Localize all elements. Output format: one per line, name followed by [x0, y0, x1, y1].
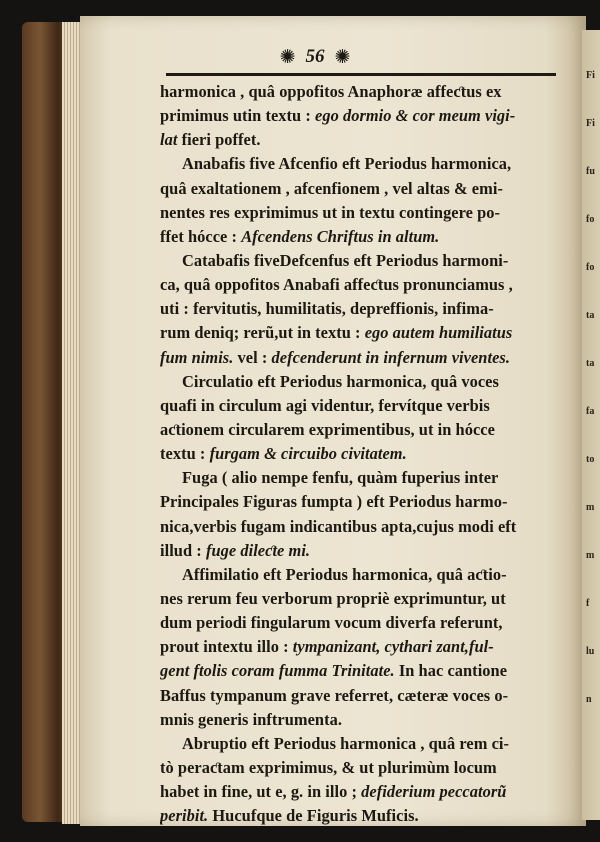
text-segment: quafi in circulum agi videntur, fervítque verbis — [160, 395, 490, 415]
text-line — [160, 225, 558, 249]
text-line — [160, 297, 558, 321]
text-line — [160, 708, 558, 732]
italic-quotation: defiderium peccatorũ — [361, 782, 507, 802]
facing-page-fragment: ta — [586, 358, 595, 369]
facing-page-fragment: fo — [586, 262, 595, 273]
facing-page-fragment: fa — [586, 406, 595, 417]
text-segment: harmonica , quâ oppofitos Anaphoræ affeƈtus ex — [160, 82, 502, 101]
facing-page-fragment: ta — [586, 310, 595, 321]
facing-page-fragment: n — [586, 694, 592, 705]
text-line — [160, 177, 558, 201]
text-segment: dum periodi fingularum vocum diverfa referunt, — [160, 613, 503, 633]
text-line — [160, 370, 558, 394]
text-segment: quâ exaltationem , afcenfionem , vel altas & emi- — [160, 178, 503, 198]
italic-quotation: peribit. — [160, 806, 209, 826]
facing-page-fragment: to — [586, 454, 595, 465]
italic-quotation: ego dormio & cor meum vigi- — [315, 106, 516, 126]
text-segment: illud : — [160, 540, 206, 560]
text-line — [160, 152, 558, 176]
text-line — [160, 80, 558, 104]
text-segment: rum deniq; rerũ,ut in textu : — [160, 323, 365, 343]
text-line — [160, 539, 558, 563]
text-line — [160, 587, 558, 611]
italic-quotation: Afcendens Chriftus in altum. — [241, 226, 440, 246]
text-line — [160, 466, 558, 490]
facing-page-fragment: fo — [586, 214, 595, 225]
italic-quotation: lat — [160, 130, 178, 150]
text-segment: primimus utin textu : — [160, 106, 315, 126]
facing-page-fragment: m — [586, 502, 595, 513]
text-segment: habet in fine, ut e, g. in illo ; — [160, 782, 362, 802]
text-line — [160, 201, 558, 225]
text-line — [160, 321, 558, 345]
ornament-left-icon: ✺ — [279, 46, 296, 68]
text-segment: Baffus tympanum grave referret, cæteræ voces o- — [160, 685, 509, 705]
text-line — [160, 273, 558, 297]
text-segment: Anabafis five Afcenfio eft Periodus harmonica, — [182, 154, 512, 174]
text-segment: Affimilatio eft Periodus harmonica, quâ aƈtio- — [182, 564, 507, 584]
text-line — [160, 128, 558, 152]
facing-page-edge — [582, 30, 600, 820]
page-edges — [62, 22, 82, 824]
text-segment: uti : fervitutis, humilitatis, depreffionis, infima- — [160, 299, 494, 319]
text-line — [160, 490, 558, 514]
page-header — [230, 46, 400, 68]
text-line — [160, 394, 558, 418]
text-segment: mnis generis inftrumenta. — [160, 709, 342, 729]
text-segment: Circulatio eft Periodus harmonica, quâ voces — [182, 371, 499, 391]
facing-page-fragment: Fi — [586, 70, 595, 81]
text-segment: aƈtionem circularem exprimentibus, ut in hócce — [160, 419, 495, 439]
text-line — [160, 732, 558, 756]
text-segment: vel : — [233, 347, 272, 367]
header-rule — [166, 73, 556, 76]
text-line — [160, 442, 558, 466]
facing-page-fragment: lu — [586, 646, 595, 657]
text-line — [160, 611, 558, 635]
text-segment: Fuga ( alio nempe fenfu, quàm fuperius inter — [182, 468, 499, 488]
text-segment: In hac cantione — [394, 661, 508, 681]
text-segment: fieri poffet. — [177, 130, 261, 150]
text-line — [160, 104, 558, 128]
text-line — [160, 756, 558, 780]
text-line — [160, 515, 558, 539]
text-segment: prout intextu illo : — [160, 637, 293, 657]
italic-quotation: tympanizant, cythari zant,ful- — [292, 637, 494, 657]
text-line — [160, 780, 558, 804]
ornament-right-icon: ✺ — [334, 46, 351, 68]
italic-quotation: defcenderunt in infernum viventes. — [271, 347, 510, 367]
body-text — [160, 80, 558, 828]
text-segment: nentes res exprimimus ut in textu contingere po- — [160, 202, 501, 222]
italic-quotation: ego autem humiliatus — [364, 323, 513, 343]
text-line — [160, 418, 558, 442]
text-segment: Abruptio eft Periodus harmonica , quâ rem ci- — [182, 733, 510, 753]
text-segment: textu : — [160, 444, 210, 464]
text-segment: nes rerum feu verborum propriè exprimuntur, ut — [160, 588, 506, 608]
text-line — [160, 249, 558, 273]
text-segment: nica,verbis fugam indicantibus apta,cujus modi eft — [160, 516, 517, 536]
facing-page-fragment: m — [586, 550, 595, 561]
facing-page-fragment: f — [586, 598, 590, 609]
text-segment: Principales Figuras fumpta ) eft Periodus harmo- — [160, 492, 508, 512]
facing-page-fragment: Fi — [586, 118, 595, 129]
text-segment: ca, quâ oppofitos Anabafi affeƈtus pronunciamus , — [160, 275, 513, 295]
text-segment: Hucufque de Figuris Muficis. — [208, 806, 419, 826]
text-line — [160, 635, 558, 659]
text-line — [160, 563, 558, 587]
text-segment: tò peraƈtam exprimimus, & ut plurimùm locum — [160, 757, 497, 777]
text-line — [160, 346, 558, 370]
italic-quotation: gent ftolis coram fumma Trinitate. — [160, 661, 395, 681]
italic-quotation: fuge dileƈte mi. — [205, 540, 311, 560]
page-number: 56 — [305, 46, 325, 67]
text-line — [160, 804, 558, 828]
text-segment: ffet hócce : — [160, 226, 242, 246]
text-line — [160, 684, 558, 708]
italic-quotation: fum nimis. — [160, 347, 234, 367]
italic-quotation: furgam & circuibo civitatem. — [209, 444, 407, 464]
text-line — [160, 659, 558, 683]
facing-page-fragment: fu — [586, 166, 595, 177]
text-segment: Catabafis fiveDefcenfus eft Periodus harmoni- — [182, 250, 509, 270]
